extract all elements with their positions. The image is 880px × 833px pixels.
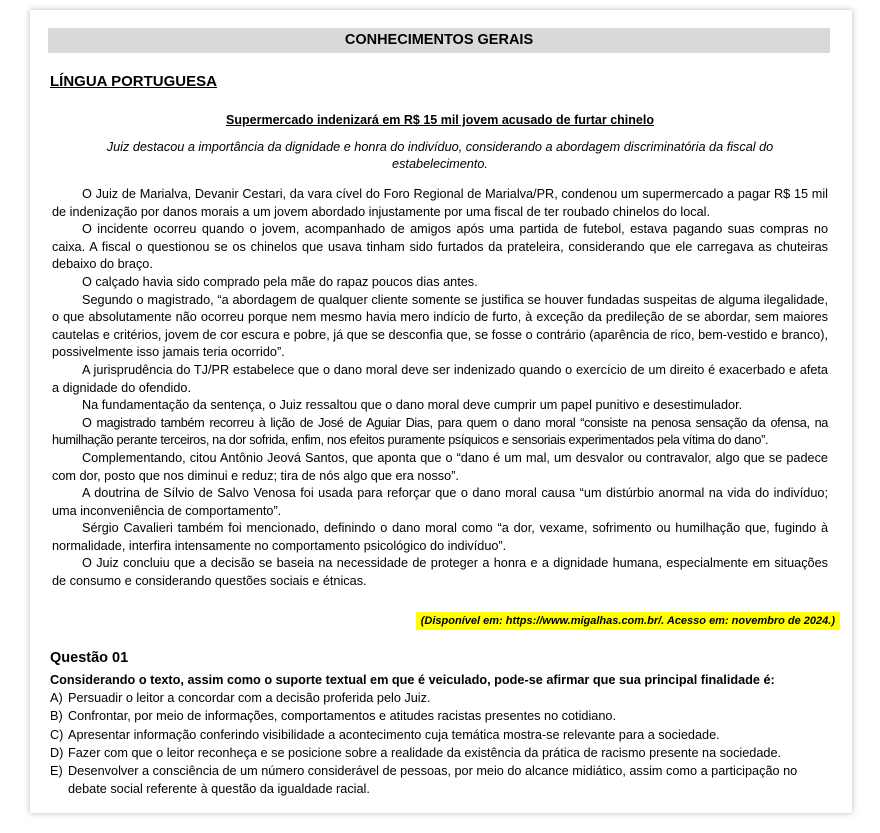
- paragraph: O Juiz concluiu que a decisão se baseia na necessidade de proteger a honra e a dignidade humana, especialmente em situações de consumo e considerando questões sociais e étnicas.: [52, 556, 828, 589]
- article-subtitle: Juiz destacou a importância da dignidade e honra do indivíduo, considerando a abordagem discriminatória da fiscal do estabelecimento.: [106, 140, 774, 171]
- option-d: [50, 744, 830, 762]
- option-text: Confrontar, por meio de informações, comportamentos e atitudes racistas presentes no cotidiano.: [68, 709, 616, 724]
- section-header: CONHECIMENTOS GERAIS: [48, 28, 830, 53]
- answer-options: [50, 689, 830, 799]
- paragraph: O calçado havia sido comprado pela mãe do rapaz poucos dias antes.: [82, 274, 478, 289]
- option-c: [50, 726, 830, 744]
- paragraph: O Juiz de Marialva, Devanir Cestari, da vara cível do Foro Regional de Marialva/PR, condenou um supermercado a pagar R$ 15 mil de indenização por danos morais a um jovem abordado injustamente por uma fiscal de ter roubado chinelos do local.: [52, 187, 828, 219]
- paragraph: Na fundamentação da sentença, o Juiz ressaltou que o dano moral deve cumprir um papel punitivo e desestimulador.: [82, 398, 743, 413]
- article-body: [52, 186, 828, 591]
- paragraph: Segundo o magistrado, “a abordagem de qualquer cliente somente se justifica se houver fundadas suspeitas de alguma ilegalidade, o que absolutamente não ocorreu porque nem mesmo havia mero indício de furto, à exceção da predileção de se abordar, sem maiores cautelas e critérios, jovem de cor escura e pobre, já que se desconfia que, se fosse o contrário (aparência de rico, bem-vestido e branco), possivelmente isso jamais teria ocorrido”.: [52, 292, 828, 360]
- paragraph: O magistrado também recorreu à lição de José de Aguiar Dias, para quem o dano moral “consiste na penosa sensação da ofensa, na humilhação perante terceiros, na dor sofrida, enfim, nos efeitos puramente psíquicos e sensoriais experimentados pela vítima do dano”.: [52, 415, 828, 448]
- option-letter: A): [50, 691, 63, 705]
- article-title: Supermercado indenizará em R$ 15 mil jovem acusado de furtar chinelo: [226, 113, 654, 127]
- paragraph: A doutrina de Sílvio de Salvo Venosa foi usada para reforçar que o dano moral causa “um distúrbio anormal na vida do indivíduo; uma inconveniência de comportamento”.: [52, 486, 828, 518]
- option-b: [50, 707, 830, 725]
- paragraph: Sérgio Cavalieri também foi mencionado, definindo o dano moral como “a dor, vexame, sofrimento ou humilhação que, fugindo à normalidade, interfira intensamente no comportamento psicológico do indivíduo”.: [52, 521, 828, 553]
- option-text: Apresentar informação conferindo visibilidade a acontecimento cuja temática mostra-se relevante para a sociedade.: [68, 727, 720, 742]
- option-text: Fazer com que o leitor reconheça e se posicione sobre a realidade da existência da prática de racismo presente na sociedade.: [68, 745, 782, 760]
- exam-page: [30, 10, 852, 813]
- option-letter: C): [50, 727, 64, 742]
- subject-title: LÍNGUA PORTUGUESA: [50, 73, 217, 90]
- question-number: Questão 01: [50, 650, 129, 666]
- option-text: Persuadir o leitor a concordar com a decisão proferida pelo Juiz.: [68, 691, 431, 705]
- source-citation: (Disponível em: https://www.migalhas.com.br/. Acesso em: novembro de 2024.): [416, 612, 840, 630]
- paragraph: A jurisprudência do TJ/PR estabelece que o dano moral deve ser indenizado quando o exercício de um direito é exacerbado e afeta a dignidade do ofendido.: [52, 362, 828, 395]
- question-stem: Considerando o texto, assim como o suporte textual em que é veiculado, pode-se afirmar que sua principal finalidade é:: [50, 673, 775, 687]
- option-letter: B): [50, 709, 63, 724]
- option-letter: E): [50, 764, 63, 779]
- paragraph: O incidente ocorreu quando o jovem, acompanhado de amigos após uma partida de futebol, estava pagando suas compras no caixa. A fiscal o questionou se os chinelos que usava tinham sido furtados da prateleira, considerando que ele carregava as chuteiras debaixo do braço.: [52, 222, 828, 272]
- option-e: [50, 762, 830, 799]
- paragraph: Complementando, citou Antônio Jeová Santos, que aponta que o “dano é um mal, um desvalor ou contravalor, algo que se padece com dor, posto que nos diminui e reduz; tira de nós algo que era nosso”.: [52, 450, 828, 483]
- option-a: [50, 689, 830, 707]
- option-letter: D): [50, 745, 64, 760]
- option-text: Desenvolver a consciência de um número considerável de pessoas, por meio do alcance midiático, assim como a participação no debate social referente à questão da igualdade racial.: [68, 764, 798, 797]
